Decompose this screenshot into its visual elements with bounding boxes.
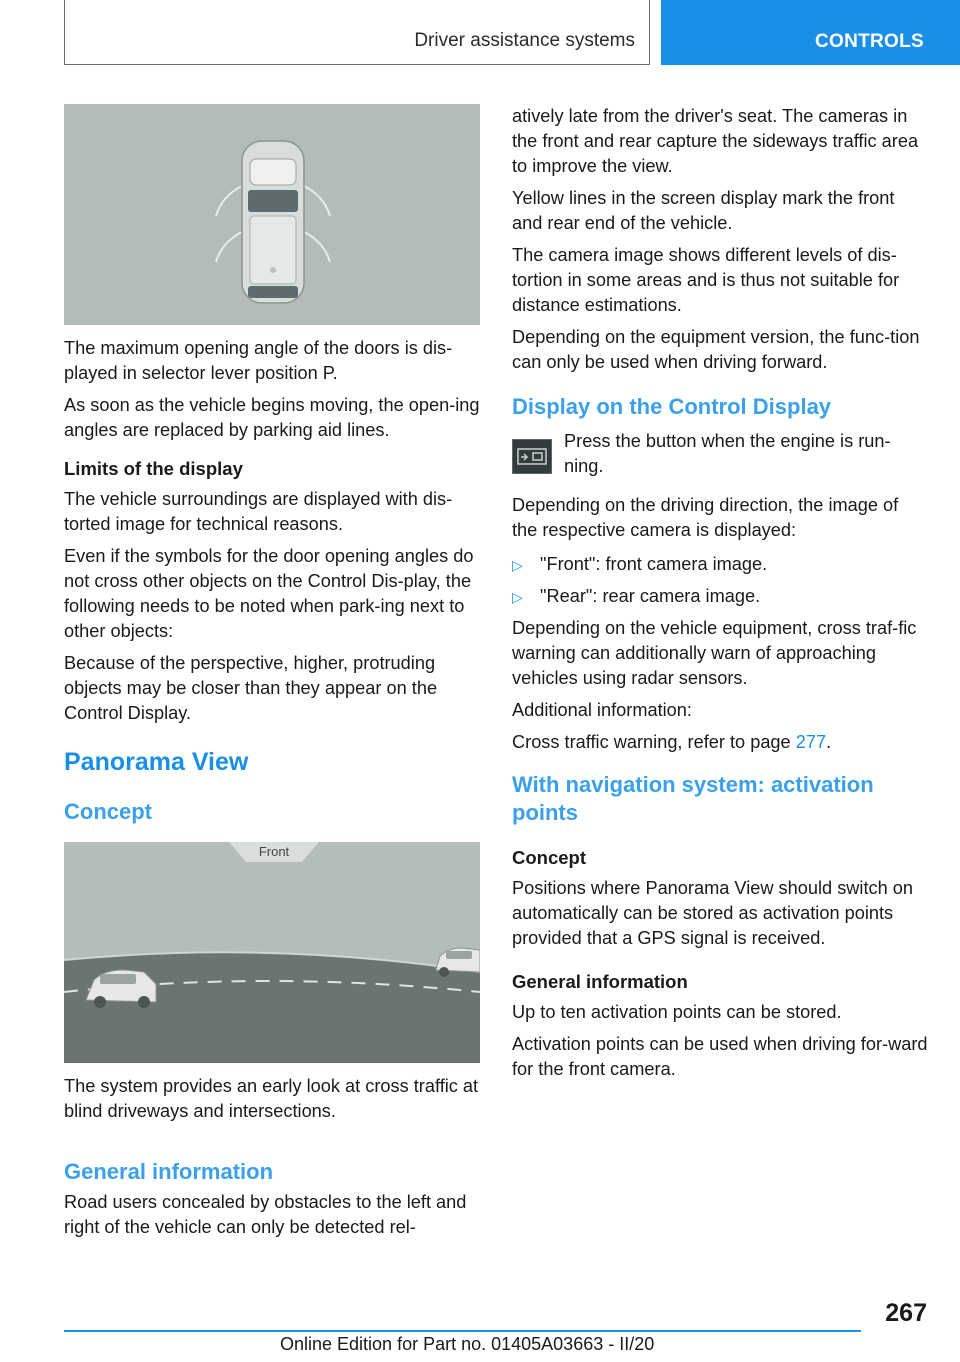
header-chapter-title: CONTROLS	[815, 31, 925, 52]
concept-heading-right: Concept	[512, 847, 586, 868]
additional-info-text: Additional information:	[512, 700, 692, 720]
parking-lines-text: As soon as the vehicle begins moving, the open-ing angles are replaced by parking aid lines.	[64, 395, 480, 440]
footer-divider	[64, 1330, 861, 1332]
list-item: ▷ "Rear": rear camera image.	[512, 586, 761, 606]
door-angle-figure	[64, 104, 480, 325]
driving-forward-text: Depending on the equipment version, the func-tion can only be used when driving forward.	[512, 327, 920, 372]
panorama-view-heading: Panorama View	[64, 748, 249, 776]
display-heading: Display on the Control Display	[512, 394, 832, 419]
nav-activation-heading: With navigation system: activation points	[512, 772, 874, 825]
perspective-text: Because of the perspective, higher, protruding objects may be closer than they appear on the Control Display.	[64, 653, 438, 723]
list-item: ▷ "Front": front camera image.	[512, 554, 768, 574]
page-link[interactable]: 277	[795, 732, 827, 752]
camera-button-icon	[512, 439, 552, 474]
activation-points-text: Positions where Panorama View should switch on automatically can be stored as activation points provided that a GPS signal is received.	[512, 878, 914, 948]
door-angle-text: The maximum opening angle of the doors is dis-played in selector lever position P.	[64, 338, 453, 383]
panorama-front-illustration	[64, 842, 480, 1063]
door-symbol-text: Even if the symbols for the door opening angles do not cross other objects on the Control Dis-play, the following needs to be noted when park-ing next to other objects:	[64, 546, 474, 641]
footer-edition: Online Edition for Part no. 01405A03663 - II/20	[280, 1334, 655, 1354]
page-number: 267	[885, 1299, 927, 1327]
camera-list	[512, 552, 928, 609]
front-camera-points-text: Activation points can be used when driving for-ward for the front camera.	[512, 1034, 928, 1079]
yellow-lines-text: Yellow lines in the screen display mark the front and rear end of the vehicle.	[512, 188, 895, 233]
front-label: Front	[258, 844, 290, 859]
header-section-box	[64, 0, 650, 65]
cameras-text: atively late from the driver's seat. The cameras in the front and rear capture the sideways traffic area to improve the view.	[512, 106, 919, 176]
left-column	[64, 104, 481, 1247]
driving-direction-text: Depending on the driving direction, the image of the respective camera is displayed:	[512, 495, 899, 540]
button-instruction	[512, 429, 928, 487]
header-chapter-box	[661, 0, 960, 65]
ten-points-text: Up to ten activation points can be stored.	[512, 1002, 842, 1022]
page-reference-text: Cross traffic warning, refer to page 277.	[512, 732, 832, 752]
header-section-title: Driver assistance systems	[414, 30, 635, 51]
cross-traffic-concept-text: The system provides an early look at cross traffic at blind driveways and intersections.	[64, 1076, 479, 1121]
general-info-heading-right: General information	[512, 971, 688, 992]
front-camera-figure	[64, 842, 480, 1063]
distortion-text: The vehicle surroundings are displayed with dis-torted image for technical reasons.	[64, 489, 453, 534]
right-column	[512, 104, 928, 1089]
road-users-text: Road users concealed by obstacles to the left and right of the vehicle can only be detected rel-	[64, 1192, 467, 1237]
cross-traffic-warning-text: Depending on the vehicle equipment, cross traf-fic warning can additionally warn of approaching vehicles using radar sensors.	[512, 618, 917, 688]
distortion-levels-text: The camera image shows different levels of dis-tortion in some areas and is thus not suitable for distance estimations.	[512, 245, 900, 315]
general-info-heading-left: General information	[64, 1159, 274, 1184]
limits-heading: Limits of the display	[64, 458, 243, 479]
concept-heading-left: Concept	[64, 799, 152, 824]
press-button-text: Press the button when the engine is run-ning.	[564, 431, 891, 476]
car-top-view-illustration	[64, 104, 480, 325]
